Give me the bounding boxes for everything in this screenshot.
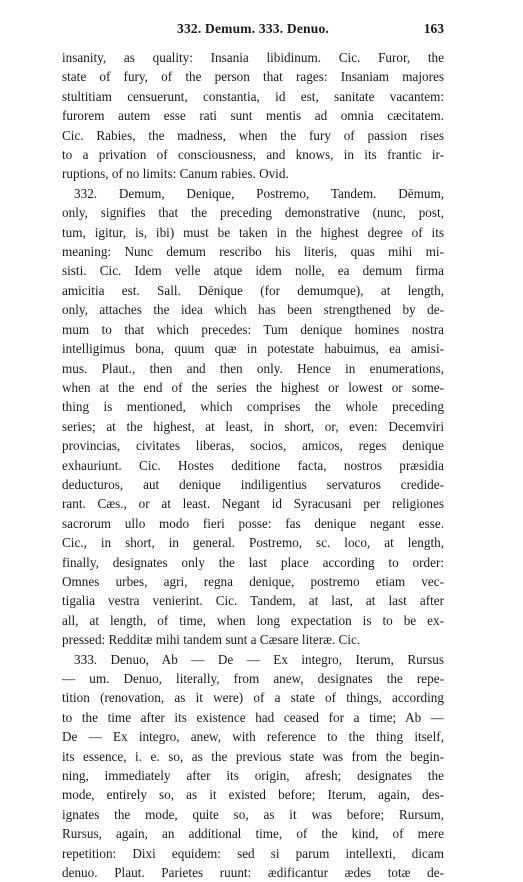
text-line: deducturos, aut denique indiligentius servaturos credide- [62,476,444,492]
text-line: Rursus, again, an additional time, of the kind, of mere [62,826,444,842]
text-line: to a privation of consciousness, and knows, in its frantic ir- [62,147,444,163]
text-line: denuo. Plaut. Parietes ruunt: ædificantur ædes totæ de- [62,865,444,881]
text-line: 333. Denuo, Ab — De — Ex integro, Iterum, Rursus [74,651,444,667]
text-line: sisti. Cic. Idem velle atque idem nolle, ea demum firma [62,263,444,279]
text-line: meaning: Nunc demum rescribo his literis, quas mihi mi- [62,244,444,260]
text-line: tigalia vestra venierint. Cic. Tandem, at last, at last after [62,593,444,609]
text-line: provincias, civitates liberas, socios, amicos, reges denique [62,438,444,454]
text-line: all, at length, of time, when long expectation is to be ex- [62,612,444,628]
page-header [62,18,444,44]
text-line: insanity, as quality: Insania libidinum. Cic. Furor, the [62,50,444,65]
text-line: Cic., in short, in general. Postremo, sc. loco, at length, [62,535,444,551]
text-line: — um. Denuo, literally, from anew, designates the repe- [62,671,444,686]
text-line: mum to that which precedes: Tum denique homines nostra [62,321,444,337]
text-line: tition (renovation, as it were) of a state of things, according [62,690,444,706]
text-line: finally, designates only the last place according to order: [62,554,444,570]
text-line: ning, immediately after its origin, afresh; designates the [62,768,444,784]
text-line: its essence, i. e. so, as the previous state was from the begin- [62,748,444,764]
text-line: pressed: Redditæ mihi tandem sunt a Cæsare literæ. Cic. [62,632,361,648]
text-line: only, signifies that the preceding demonstrative (nunc, post, [62,205,444,221]
text-line: Omnes urbes, agri, regna denique, postremo etiam vec- [62,573,444,589]
text-line: 332. Demum, Denique, Postremo, Tandem. Dēmum, [74,185,444,201]
text-line: furorem autem esse rati sunt mentis ad omnia cæcitatem. [62,108,444,124]
text-line: mode, entirely so, as it existed before; Iterum, again, des- [62,787,444,803]
text-line: state of fury, of the person that rages: Insaniam majores [62,69,444,85]
text-line: Cic. Rabies, the madness, when the fury of passion rises [62,127,444,143]
text-line: rant. Cæs., or at least. Negant id Syracusani per religiones [62,496,444,512]
text-line: thing is mentioned, which comprises the whole preceding [62,399,444,415]
body-text [62,48,444,882]
text-line: mus. Plaut., then and then only. Hence in enumerations, [62,360,444,376]
text-line: intelligimus bona, quum quæ in potestate habuimus, ea amisi- [62,341,444,357]
text-line: De — Ex integro, anew, with reference to the thing itself, [62,729,444,745]
text-line: exhauriunt. Cic. Hostes deditione facta, nostros præsidia [62,457,444,473]
text-line: ignates the mode, quite so, as it was before; Rursum, [62,806,444,822]
text-line: sacrorum ullo modo fieri posse: fas denique negant esse. [62,515,444,531]
running-head: 332. Demum. 333. Denuo. [177,21,329,36]
text-line: when at the end of the series the highest or lowest or some- [62,379,444,395]
text-line: to the time after its existence had ceased for a time; Ab — [62,709,444,725]
text-line: stultitiam censuerunt, constantia, id est, sanitate vacantem: [62,88,444,104]
text-line: only, attaches the idea which has been strengthened by de- [62,302,444,318]
text-line: amicitia est. Sall. Dēnique (for demumque), at length, [62,282,444,298]
text-line: ruptions, of no limits: Canum rabies. Ovid. [62,166,289,182]
page-number: 163 [423,21,444,36]
text-line: tum, igitur, is, ibi) must be taken in the highest degree of its [62,224,444,240]
text-line: repetition: Dixi equidem: sed si parum intellexti, dicam [62,845,444,861]
text-line: series; at the highest, at least, in short, or, even: Decemviri [62,418,444,434]
book-page [62,18,444,882]
